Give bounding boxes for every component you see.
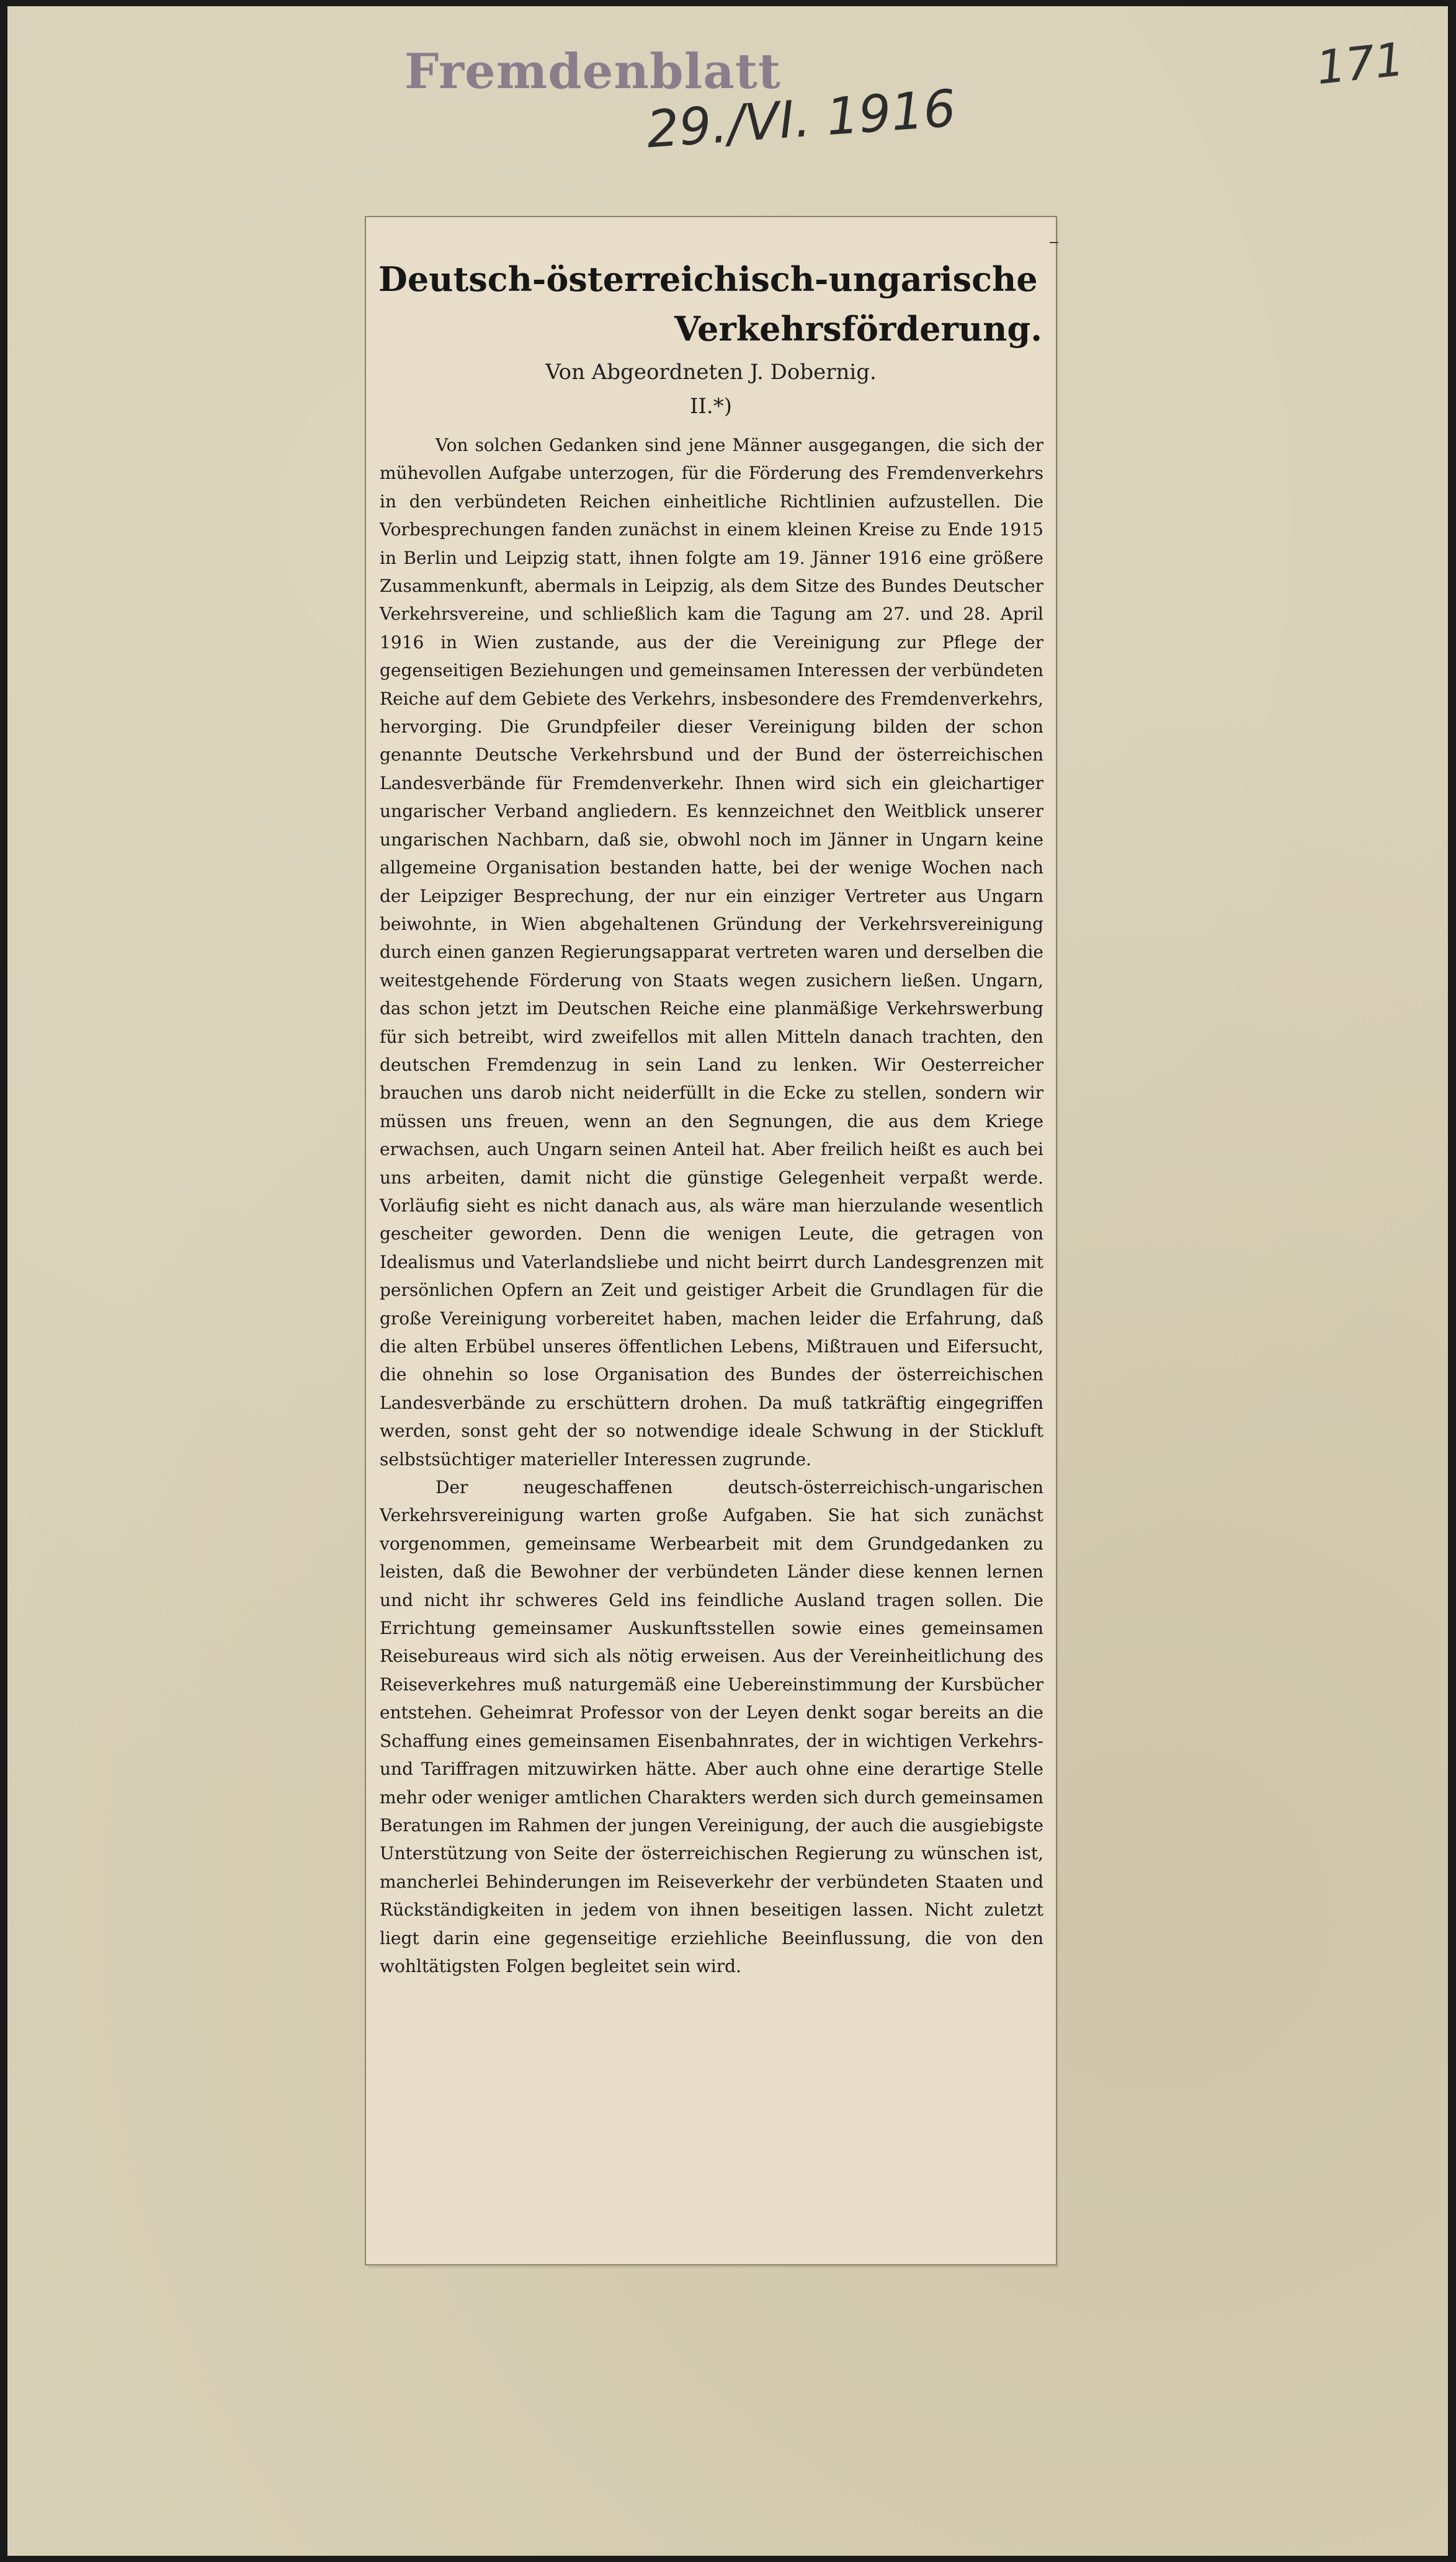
headline-line-2: Verkehrsförderung. xyxy=(674,309,1042,349)
article-paragraph: Der neugeschaffenen deutsch-österreichisch-ungarischen Verkehrsvereinigung warten große Aufgaben. Sie hat sich zunächst vorgenommen, gemeinsame Werbearbeit mit dem Grundgedanken zu leisten, daß die Bewohner der verbündeten Länder diese kennen lernen und nicht ihr schweres Geld ins feindliche Ausland tragen sollen. Die Errichtung gemeinsamer Auskunftsstellen sowie eines gemeinsamen Reisebureaus wird sich als nötig erweisen. Aus der Vereinheitlichung des Reiseverkehres muß naturgemäß eine Uebereinstimmung der Kursbücher entstehen. Geheimrat Professor von der Leyen denkt sogar bereits an die Schaffung eines gemeinsamen Eisenbahnrates, der in wichtigen Verkehrs- und Tariffragen mitzuwirken hätte. Aber auch ohne eine derartige Stelle mehr oder weniger amtlichen Charakters werden sich durch gemeinsamen Beratungen im Rahmen der jungen Vereinigung, der auch die ausgiebigste Unterstützung von Seite der österreichischen Regierung zu wünschen ist, mancherlei Behinderungen im Reiseverkehr der verbündeten Staaten und Rückständigkeiten in jedem von ihnen beseitigen lassen. Nicht zuletzt liegt darin eine gegenseitige erziehliche Beeinflussung, die von den wohltätigsten Folgen begleitet sein wird. xyxy=(380,1477,1043,1976)
article-body xyxy=(380,431,1043,1980)
archive-sheet xyxy=(7,6,1448,2556)
newspaper-stamp: Fremdenblatt xyxy=(404,43,781,100)
article-headline xyxy=(378,254,1042,354)
handwritten-date: 29./VI. 1916 xyxy=(645,79,958,160)
handwritten-page-number: 171 xyxy=(1313,32,1407,96)
headline-line-1: Deutsch-österreichisch-ungarische xyxy=(378,259,1038,299)
section-number: II.*) xyxy=(690,394,732,419)
edge-mark xyxy=(1050,242,1058,243)
article-paragraph: Von solchen Gedanken sind jene Männer ausgegangen, die sich der mühevollen Aufgabe unterzogen, für die Förderung des Fremdenverkehrs in den verbündeten Reichen einheitliche Richtlinien aufzustellen. Die Vorbesprechungen fanden zunächst in einem kleinen Kreise zu Ende 1915 in Berlin und Leipzig statt, ihnen folgte am 19. Jänner 1916 eine größere Zusammenkunft, abermals in Leipzig, als dem Sitze des Bundes Deutscher Verkehrsvereine, und schließlich kam die Tagung am 27. und 28. April 1916 in Wien zustande, aus der die Vereinigung zur Pflege der gegenseitigen Beziehungen und gemeinsamen Interessen der verbündeten Reiche auf dem Gebiete des Verkehrs, insbesondere des Fremdenverkehrs, hervorging. Die Grundpfeiler dieser Vereinigung bilden der schon genannte Deutsche Verkehrsbund und der Bund der österreichischen Landesverbände für Fremdenverkehr. Ihnen wird sich ein gleichartiger ungarischer Verband angliedern. Es kennzeichnet den Weitblick unserer ungarischen Nachbarn, daß sie, obwohl noch im Jänner in Ungarn keine allgemeine Organisation bestanden hatte, bei der wenige Wochen nach der Leipziger Besprechung, der nur ein einziger Vertreter aus Ungarn beiwohnte, in Wien abgehaltenen Gründung der Verkehrsvereinigung durch einen ganzen Regierungsapparat vertreten waren und derselben die weitestgehende Förderung von Staats wegen zusichern ließen. Ungarn, das schon jetzt im Deutschen Reiche eine planmäßige Verkehrswerbung für sich betreibt, wird zweifellos mit allen Mitteln danach trachten, den deutschen Fremdenzug in sein Land zu lenken. Wir Oesterreicher brauchen uns darob nicht neiderfüllt in die Ecke zu stellen, sondern wir müssen uns freuen, wenn an den Segnungen, die aus dem Kriege erwachsen, auch Ungarn seinen Anteil hat. Aber freilich heißt es auch bei uns arbeiten, damit nicht die günstige Gelegenheit verpaßt werde. Vorläufig sieht es nicht danach aus, als wäre man hierzulande wesentlich gescheiter geworden. Denn die wenigen Leute, die getragen von Idealismus und Vaterlandsliebe und nicht beirrt durch Landesgrenzen mit persönlichen Opfern an Zeit und geistiger Arbeit die Grundlagen für die große Vereinigung vorbereitet haben, machen leider die Erfahrung, daß die alten Erbübel unseres öffentlichen Lebens, Mißtrauen und Eifersucht, die ohnehin so lose Organisation des Bundes der österreichischen Landesverbände zu erschüttern drohen. Da muß tatkräftig eingegriffen werden, sonst geht der so notwendige ideale Schwung in der Stickluft selbstsüchtiger materieller Interessen zugrunde. xyxy=(380,435,1044,1470)
article-byline: Von Abgeordneten J. Dobernig. xyxy=(545,360,877,385)
newspaper-clipping xyxy=(366,217,1056,2264)
